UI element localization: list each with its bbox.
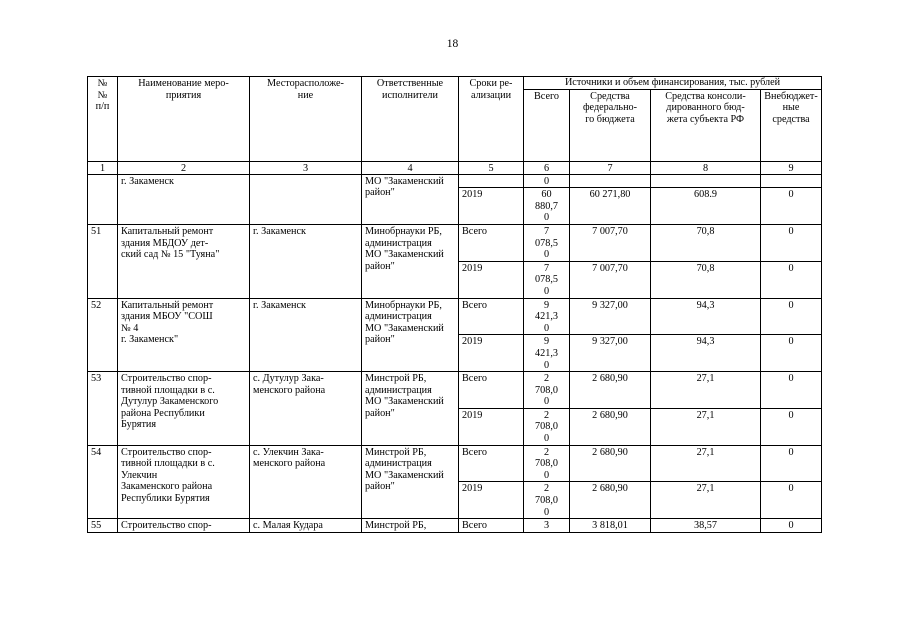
header-regional: Средства консоли- дированного бюд- жета субъекта РФ [651, 89, 761, 161]
cell-name: Строительство спор- [118, 519, 250, 533]
table-row [88, 372, 822, 409]
cell-total: 2 708,0 0 [524, 445, 570, 482]
cell-location: с. Дутулур Зака- менского района [250, 372, 362, 446]
cell-executors: Минобрнауки РБ, администрация МО "Закаменский район" [362, 224, 459, 298]
cell-total: 2 708,0 0 [524, 408, 570, 445]
cell-regional [651, 174, 761, 188]
cell-regional: 27,1 [651, 445, 761, 482]
cell-location: г. Закаменск [250, 298, 362, 372]
cell-federal: 2 680,90 [570, 372, 651, 409]
cell-num: 51 [88, 224, 118, 298]
cell-extrabudget: 0 [761, 335, 822, 372]
table-row [88, 519, 822, 533]
cell-executors: Минстрой РБ, администрация МО "Закаменский район" [362, 372, 459, 446]
cell-regional: 608.9 [651, 188, 761, 225]
header-num: № № п/п [88, 77, 118, 162]
cell-period: 2019 [459, 261, 524, 298]
cell-regional: 70,8 [651, 261, 761, 298]
column-number: 2 [118, 161, 250, 174]
cell-total: 9 421,3 0 [524, 298, 570, 335]
table-row [88, 298, 822, 335]
cell-num: 54 [88, 445, 118, 519]
cell-total: 2 708,0 0 [524, 482, 570, 519]
cell-federal: 3 818,01 [570, 519, 651, 533]
cell-num: 53 [88, 372, 118, 446]
cell-total: 7 078,5 0 [524, 261, 570, 298]
cell-federal: 2 680,90 [570, 482, 651, 519]
header-location: Месторасположе- ние [250, 77, 362, 162]
cell-name: г. Закаменск [118, 174, 250, 224]
cell-regional: 27,1 [651, 482, 761, 519]
cell-period: 2019 [459, 335, 524, 372]
cell-total: 9 421,3 0 [524, 335, 570, 372]
cell-federal: 9 327,00 [570, 298, 651, 335]
column-number: 6 [524, 161, 570, 174]
cell-total: 0 [524, 174, 570, 188]
cell-period: 2019 [459, 188, 524, 225]
column-number: 4 [362, 161, 459, 174]
cell-federal: 2 680,90 [570, 408, 651, 445]
cell-federal [570, 174, 651, 188]
table-row [88, 445, 822, 482]
column-number: 5 [459, 161, 524, 174]
table-row [88, 174, 822, 188]
column-number: 7 [570, 161, 651, 174]
cell-period: Всего [459, 372, 524, 409]
column-number: 3 [250, 161, 362, 174]
financing-table [87, 76, 822, 533]
cell-federal: 2 680,90 [570, 445, 651, 482]
cell-num: 55 [88, 519, 118, 533]
cell-extrabudget: 0 [761, 408, 822, 445]
header-row [88, 77, 822, 90]
cell-executors: МО "Закаменский район" [362, 174, 459, 224]
cell-name: Капитальный ремонт здания МБОУ "СОШ № 4 г. Закаменск" [118, 298, 250, 372]
cell-extrabudget: 0 [761, 224, 822, 261]
column-number-row [88, 161, 822, 174]
cell-num: 52 [88, 298, 118, 372]
cell-extrabudget: 0 [761, 261, 822, 298]
cell-period: 2019 [459, 408, 524, 445]
cell-extrabudget: 0 [761, 188, 822, 225]
cell-federal: 60 271,80 [570, 188, 651, 225]
table-row [88, 224, 822, 261]
cell-executors: Минстрой РБ, администрация МО "Закаменский район" [362, 445, 459, 519]
header-extrabudget: Внебюджет- ные средства [761, 89, 822, 161]
header-executors: Ответственные исполнители [362, 77, 459, 162]
cell-federal: 7 007,70 [570, 261, 651, 298]
header-name: Наименование меро- приятия [118, 77, 250, 162]
cell-executors: Минстрой РБ, [362, 519, 459, 533]
cell-total: 7 078,5 0 [524, 224, 570, 261]
cell-regional: 27,1 [651, 372, 761, 409]
cell-extrabudget: 0 [761, 519, 822, 533]
cell-federal: 7 007,70 [570, 224, 651, 261]
cell-period: Всего [459, 298, 524, 335]
cell-extrabudget: 0 [761, 445, 822, 482]
header-funding-group: Источники и объем финансирования, тыс. рублей [524, 77, 822, 90]
column-number: 9 [761, 161, 822, 174]
cell-name: Строительство спор- тивной площадки в с. Дутулур Закаменского района Республики Бурятия [118, 372, 250, 446]
cell-regional: 94,3 [651, 298, 761, 335]
column-number: 8 [651, 161, 761, 174]
cell-location [250, 174, 362, 224]
cell-total: 3 [524, 519, 570, 533]
header-period: Сроки ре- ализации [459, 77, 524, 162]
cell-total: 60 880,7 0 [524, 188, 570, 225]
cell-num [88, 174, 118, 224]
cell-extrabudget [761, 174, 822, 188]
cell-regional: 94,3 [651, 335, 761, 372]
header-total: Всего [524, 89, 570, 161]
cell-period: Всего [459, 519, 524, 533]
cell-name: Строительство спор- тивной площадки в с. Улекчин Закаменского района Республики Бурятия [118, 445, 250, 519]
cell-extrabudget: 0 [761, 482, 822, 519]
cell-location: с. Малая Кудара [250, 519, 362, 533]
cell-executors: Минобрнауки РБ, администрация МО "Закаменский район" [362, 298, 459, 372]
header-federal: Средства федерально- го бюджета [570, 89, 651, 161]
cell-location: с. Улекчин Зака- менского района [250, 445, 362, 519]
cell-period: Всего [459, 445, 524, 482]
cell-extrabudget: 0 [761, 298, 822, 335]
cell-period: 2019 [459, 482, 524, 519]
page-number: 18 [446, 38, 459, 50]
cell-extrabudget: 0 [761, 372, 822, 409]
column-number: 1 [88, 161, 118, 174]
cell-total: 2 708,0 0 [524, 372, 570, 409]
cell-location: г. Закаменск [250, 224, 362, 298]
cell-period: Всего [459, 224, 524, 261]
cell-federal: 9 327,00 [570, 335, 651, 372]
cell-name: Капитальный ремонт здания МБДОУ дет- ский сад № 15 "Туяна" [118, 224, 250, 298]
cell-regional: 38,57 [651, 519, 761, 533]
cell-regional: 27,1 [651, 408, 761, 445]
cell-period [459, 174, 524, 188]
cell-regional: 70,8 [651, 224, 761, 261]
